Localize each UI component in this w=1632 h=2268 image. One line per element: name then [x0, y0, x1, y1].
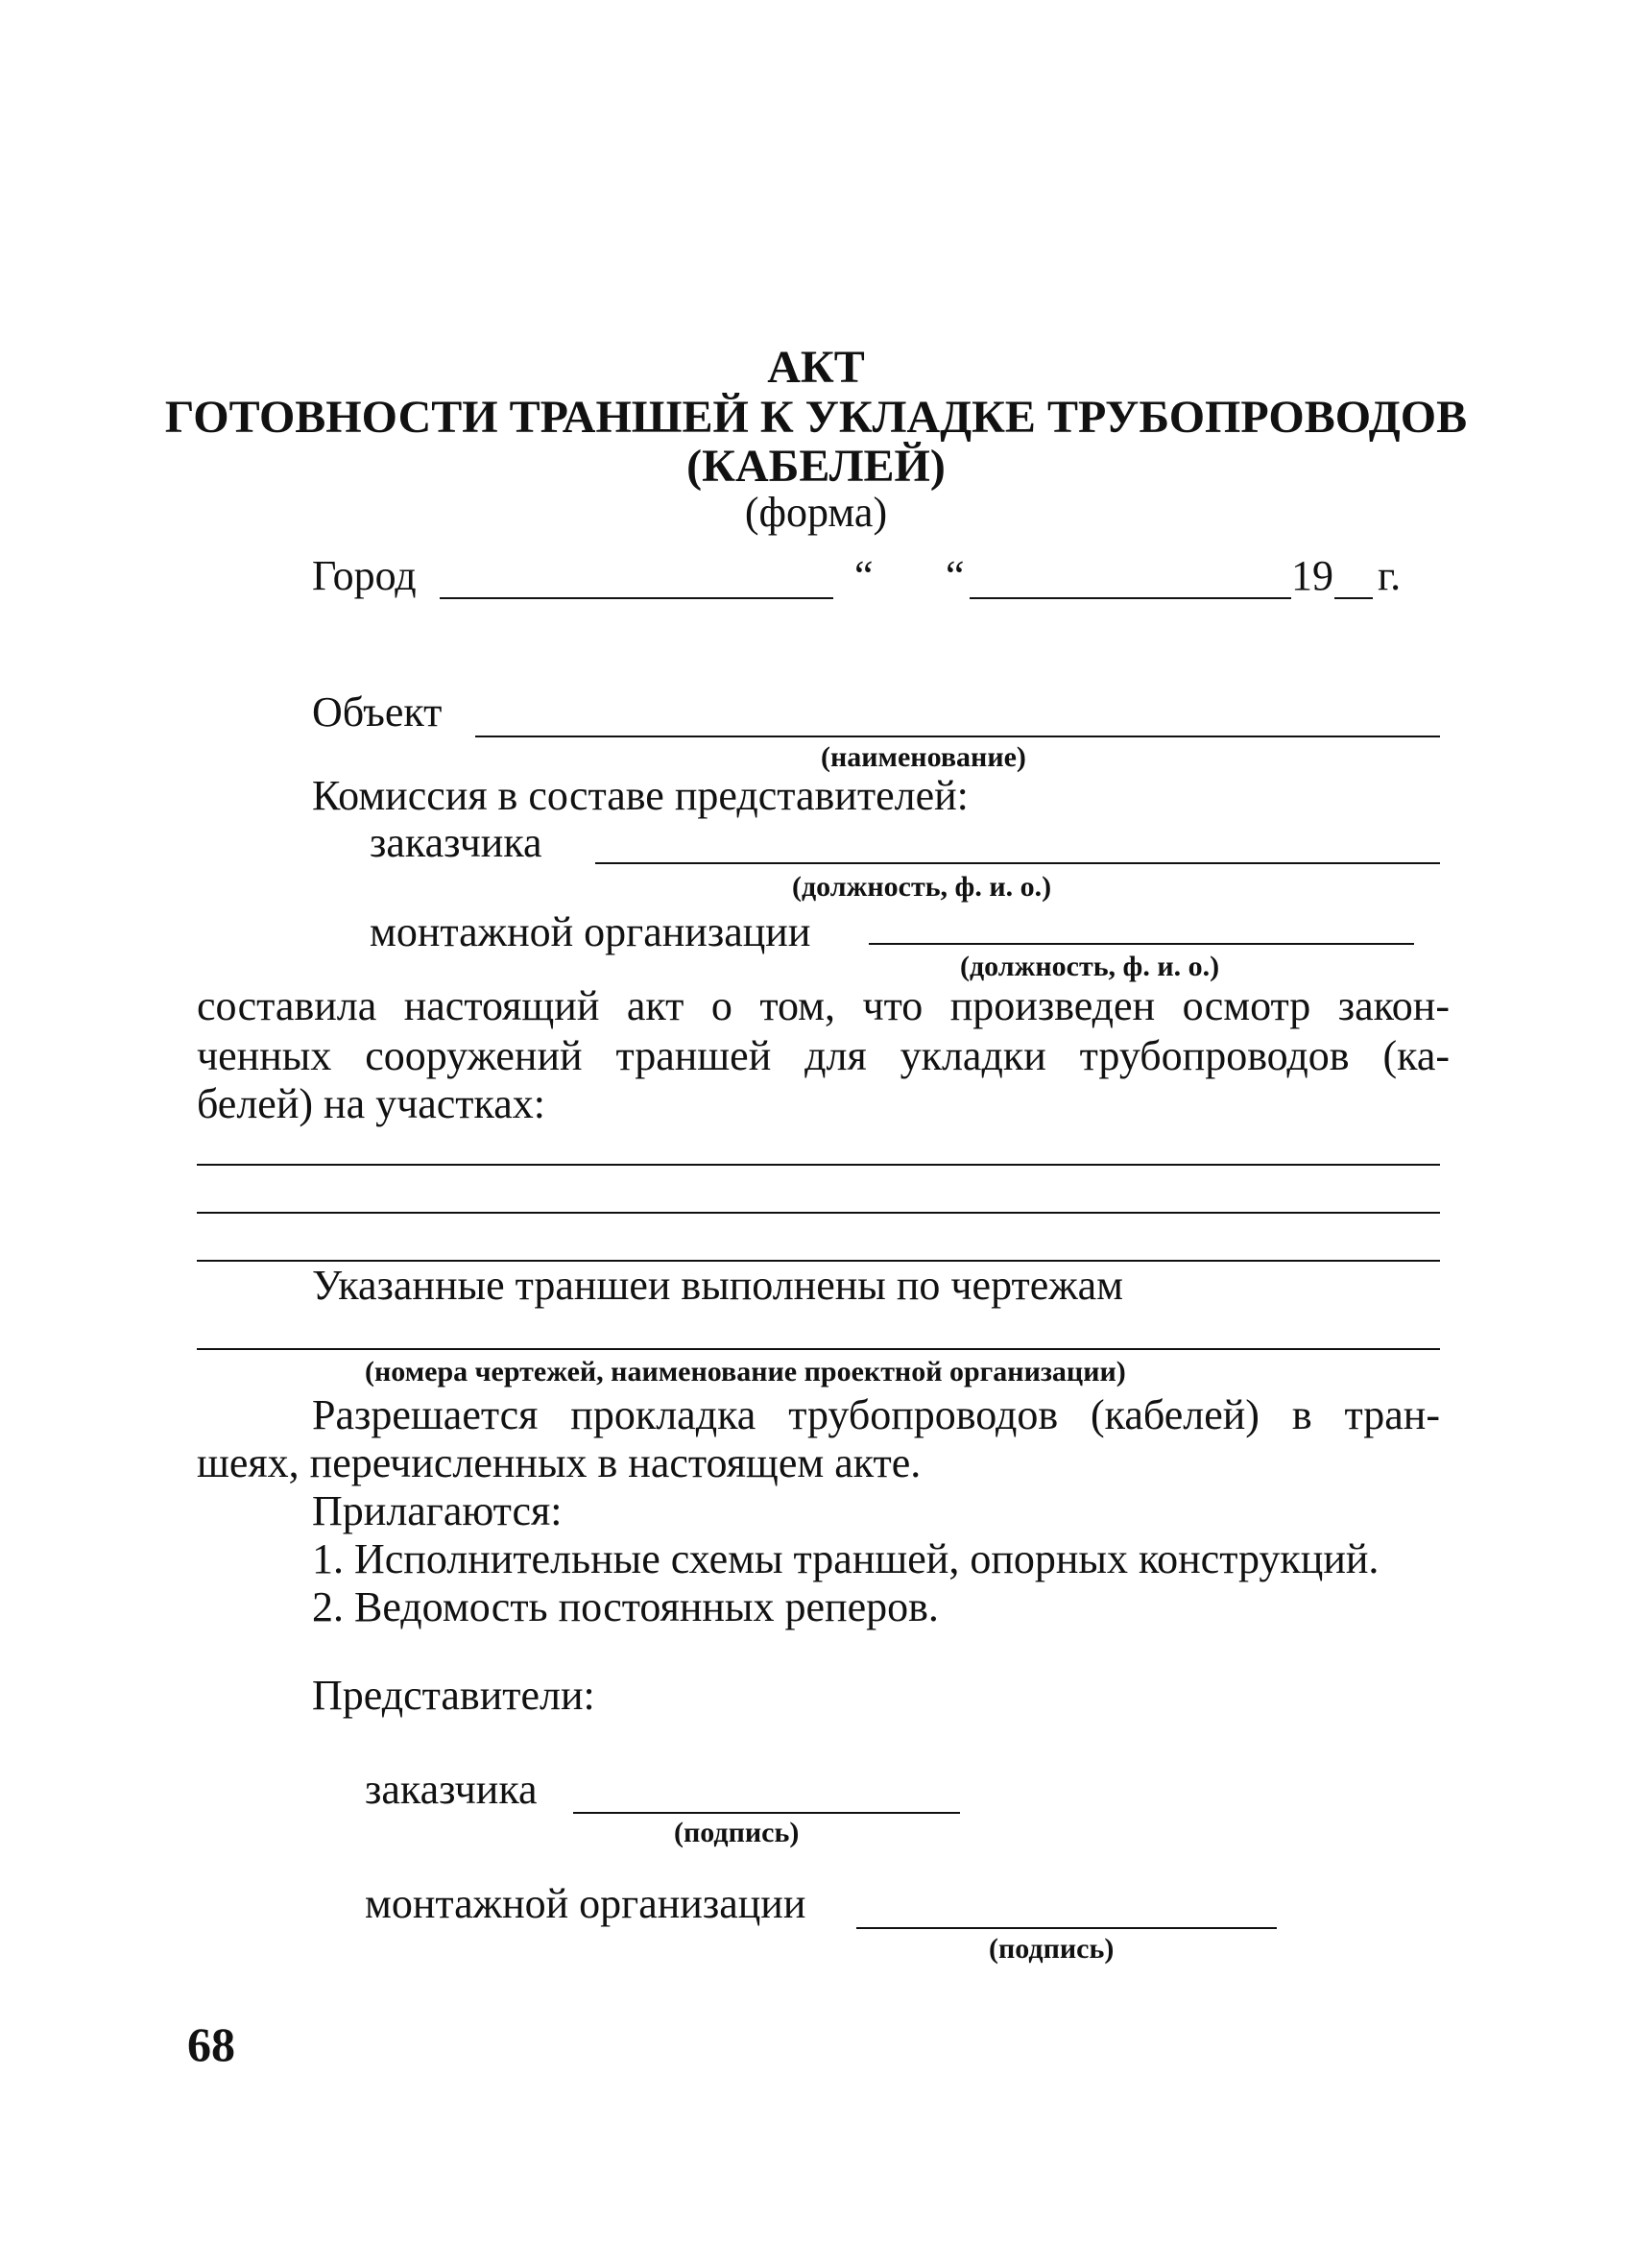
permission-line-1: Разрешается прокладка трубопроводов (кабелей) в тран-	[312, 1391, 1440, 1438]
date-field-line[interactable]	[970, 597, 1291, 599]
commission-customer-field-line[interactable]	[595, 862, 1440, 864]
document-title-main: ГОТОВНОСТИ ТРАНШЕЙ К УКЛАДКЕ ТРУБОПРОВОДОВ	[164, 392, 1468, 443]
statement-line-3: белей) на участках:	[197, 1080, 545, 1127]
year-suffix: г.	[1378, 552, 1402, 599]
city-label: Город	[312, 552, 417, 599]
sections-field-line-1[interactable]	[197, 1164, 1440, 1166]
commission-installer-caption: (должность, ф. и. о.)	[960, 951, 1220, 982]
year-field-line[interactable]	[1334, 597, 1373, 599]
object-label: Объект	[312, 688, 443, 736]
attachment-item-1: 1. Исполнительные схемы траншей, опорных конструкций.	[312, 1535, 1380, 1582]
commission-customer-caption: (должность, ф. и. о.)	[792, 871, 1052, 903]
object-caption: (наименование)	[821, 741, 1026, 773]
commission-intro: Комиссия в составе представителей:	[312, 772, 969, 819]
signature-customer-field-line[interactable]	[573, 1812, 960, 1814]
quote-close: “	[946, 552, 965, 599]
drawings-caption: (номера чертежей, наименование проектной организации)	[365, 1356, 1126, 1387]
document-title-act: АКТ	[767, 342, 865, 393]
city-field-line[interactable]	[440, 597, 833, 599]
attachments-label: Прилагаются:	[312, 1487, 563, 1534]
signature-installer-caption: (подпись)	[989, 1933, 1115, 1965]
document-title-cables: (КАБЕЛЕЙ)	[686, 441, 946, 492]
statement-line-2: ченных сооружений траншей для укладки трубопроводов (ка-	[197, 1032, 1450, 1079]
attachment-item-2: 2. Ведомость постоянных реперов.	[312, 1583, 939, 1630]
commission-installer-field-line[interactable]	[869, 943, 1414, 945]
signature-installer-label: монтажной организации	[365, 1880, 806, 1927]
signature-installer-field-line[interactable]	[856, 1927, 1277, 1929]
signature-customer-label: заказчика	[365, 1766, 538, 1813]
drawings-text: Указанные траншеи выполнены по чертежам	[312, 1262, 1124, 1309]
drawings-field-line[interactable]	[197, 1348, 1440, 1350]
commission-customer-label: заказчика	[370, 819, 542, 866]
permission-line-2: шеях, перечисленных в настоящем акте.	[197, 1439, 922, 1486]
page-number: 68	[187, 2017, 235, 2071]
commission-installer-label: монтажной организации	[370, 908, 811, 955]
object-field-line[interactable]	[475, 736, 1440, 737]
signature-customer-caption: (подпись)	[674, 1817, 800, 1848]
sections-field-line-2[interactable]	[197, 1212, 1440, 1214]
year-prefix: 19	[1291, 552, 1333, 599]
quote-open: “	[854, 552, 874, 599]
representatives-label: Представители:	[312, 1672, 595, 1719]
document-subtitle-form: (форма)	[744, 489, 888, 536]
statement-line-1: составила настоящий акт о том, что произведен осмотр закон-	[197, 982, 1450, 1029]
